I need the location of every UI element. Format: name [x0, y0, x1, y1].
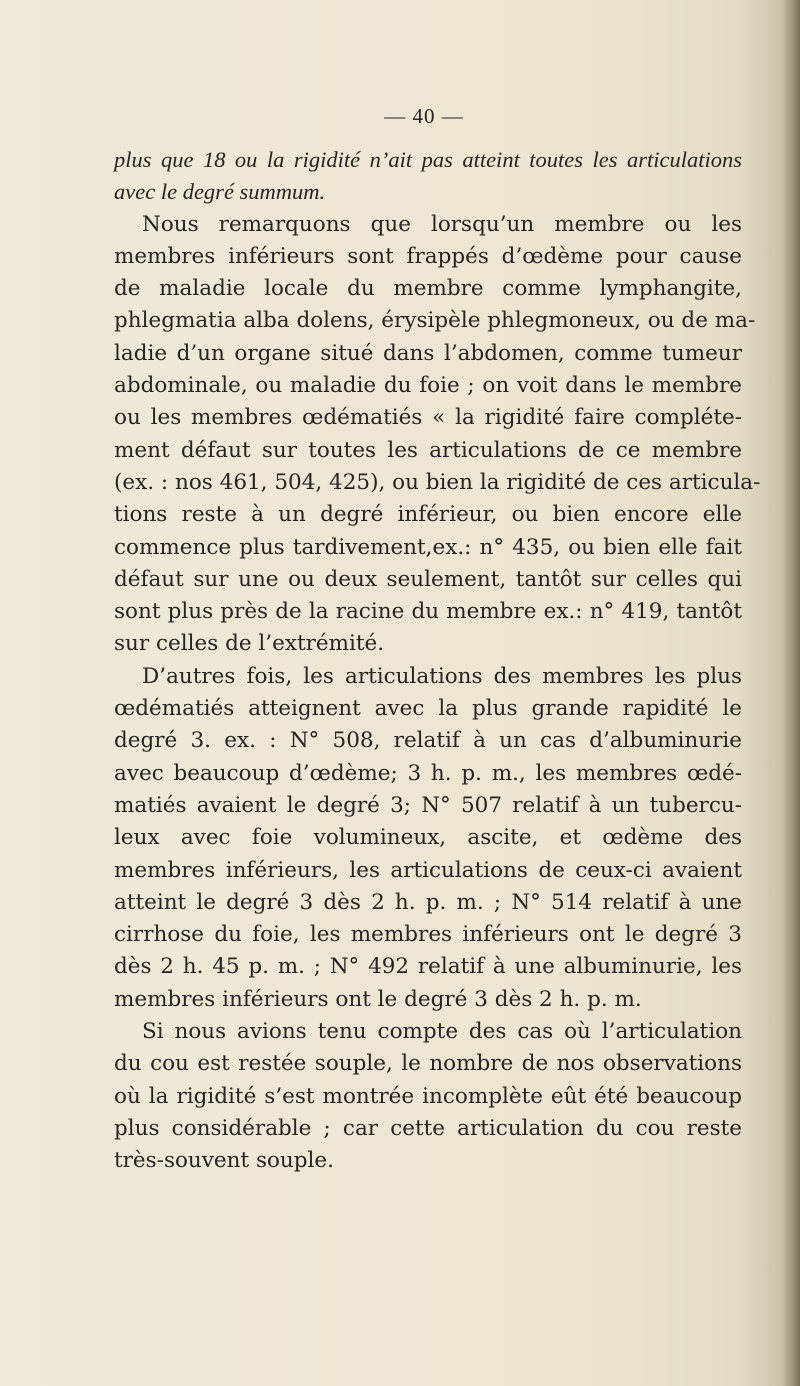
text-line-20: avec beaucoup d’œdème; 3 h. p. m., les membres œdé-	[114, 760, 742, 786]
page-edge-shadow	[782, 0, 800, 1386]
text-line-22: leux avec foie volumineux, ascite, et œdème des	[114, 825, 742, 851]
text-line-15: sont plus près de la racine du membre ex.: n° 419, tantôt	[114, 599, 742, 625]
text-line-4: membres inférieurs sont frappés d’œdème pour cause	[114, 243, 742, 269]
text-line-32: très-souvent souple.	[114, 1148, 334, 1174]
text-line-2: avec le degré summum.	[114, 179, 326, 205]
text-line-25: cirrhose du foie, les membres inférieurs ont le degré 3	[114, 922, 742, 948]
text-line-21: matiés avaient le degré 3; N° 507 relatif à un tubercu-	[114, 792, 742, 818]
text-line-28: Si nous avions tenu compte des cas où l’articulation	[142, 1019, 742, 1045]
text-line-29: du cou est restée souple, le nombre de nos observations	[114, 1051, 742, 1077]
text-line-31: plus considérable ; car cette articulation du cou reste	[114, 1115, 742, 1141]
text-line-19: degré 3. ex. : N° 508, relatif à un cas d’albuminurie	[114, 728, 742, 754]
text-line-7: ladie d’un organe situé dans l’abdomen, comme tumeur	[114, 340, 742, 366]
text-line-24: atteint le degré 3 dès 2 h. p. m. ; N° 514 relatif à une	[114, 889, 742, 915]
text-line-13: commence plus tardivement,ex.: n° 435, ou bien elle fait	[114, 534, 742, 560]
text-line-6: phlegmatia alba dolens, érysipèle phlegmoneux, ou de ma-	[114, 308, 756, 334]
text-line-12: tions reste à un degré inférieur, ou bien encore elle	[114, 502, 742, 528]
text-line-5: de maladie locale du membre comme lymphangite,	[114, 276, 742, 302]
text-line-16: sur celles de l’extrémité.	[114, 631, 385, 657]
text-line-14: défaut sur une ou deux seulement, tantôt sur celles qui	[114, 566, 742, 592]
text-line-26: dès 2 h. 45 p. m. ; N° 492 relatif à une albuminurie, les	[114, 954, 742, 980]
text-line-1: plus que 18 ou la rigidité n’ait pas atteint toutes les articulations	[114, 147, 742, 172]
text-line-30: où la rigidité s’est montrée incomplète eût été beaucoup	[114, 1083, 742, 1109]
page-content	[114, 104, 761, 1178]
text-line-17: D’autres fois, les articulations des membres les plus	[142, 663, 742, 689]
page-number: — 40 —	[384, 104, 464, 128]
text-line-3: Nous remarquons que lorsqu’un membre ou les	[142, 211, 742, 237]
text-line-23: membres inférieurs, les articulations de ceux-ci avaient	[114, 857, 742, 883]
text-line-8: abdominale, ou maladie du foie ; on voit dans le membre	[114, 373, 742, 399]
text-line-27: membres inférieurs ont le degré 3 dès 2 h. p. m.	[114, 986, 642, 1012]
text-line-18: œdématiés atteignent avec la plus grande rapidité le	[114, 696, 742, 722]
text-line-11: (ex. : nos 461, 504, 425), ou bien la rigidité de ces articula-	[114, 469, 761, 495]
text-line-9: ou les membres œdématiés « la rigidité faire compléte-	[114, 405, 742, 431]
text-line-10: ment défaut sur toutes les articulations de ce membre	[114, 437, 742, 463]
